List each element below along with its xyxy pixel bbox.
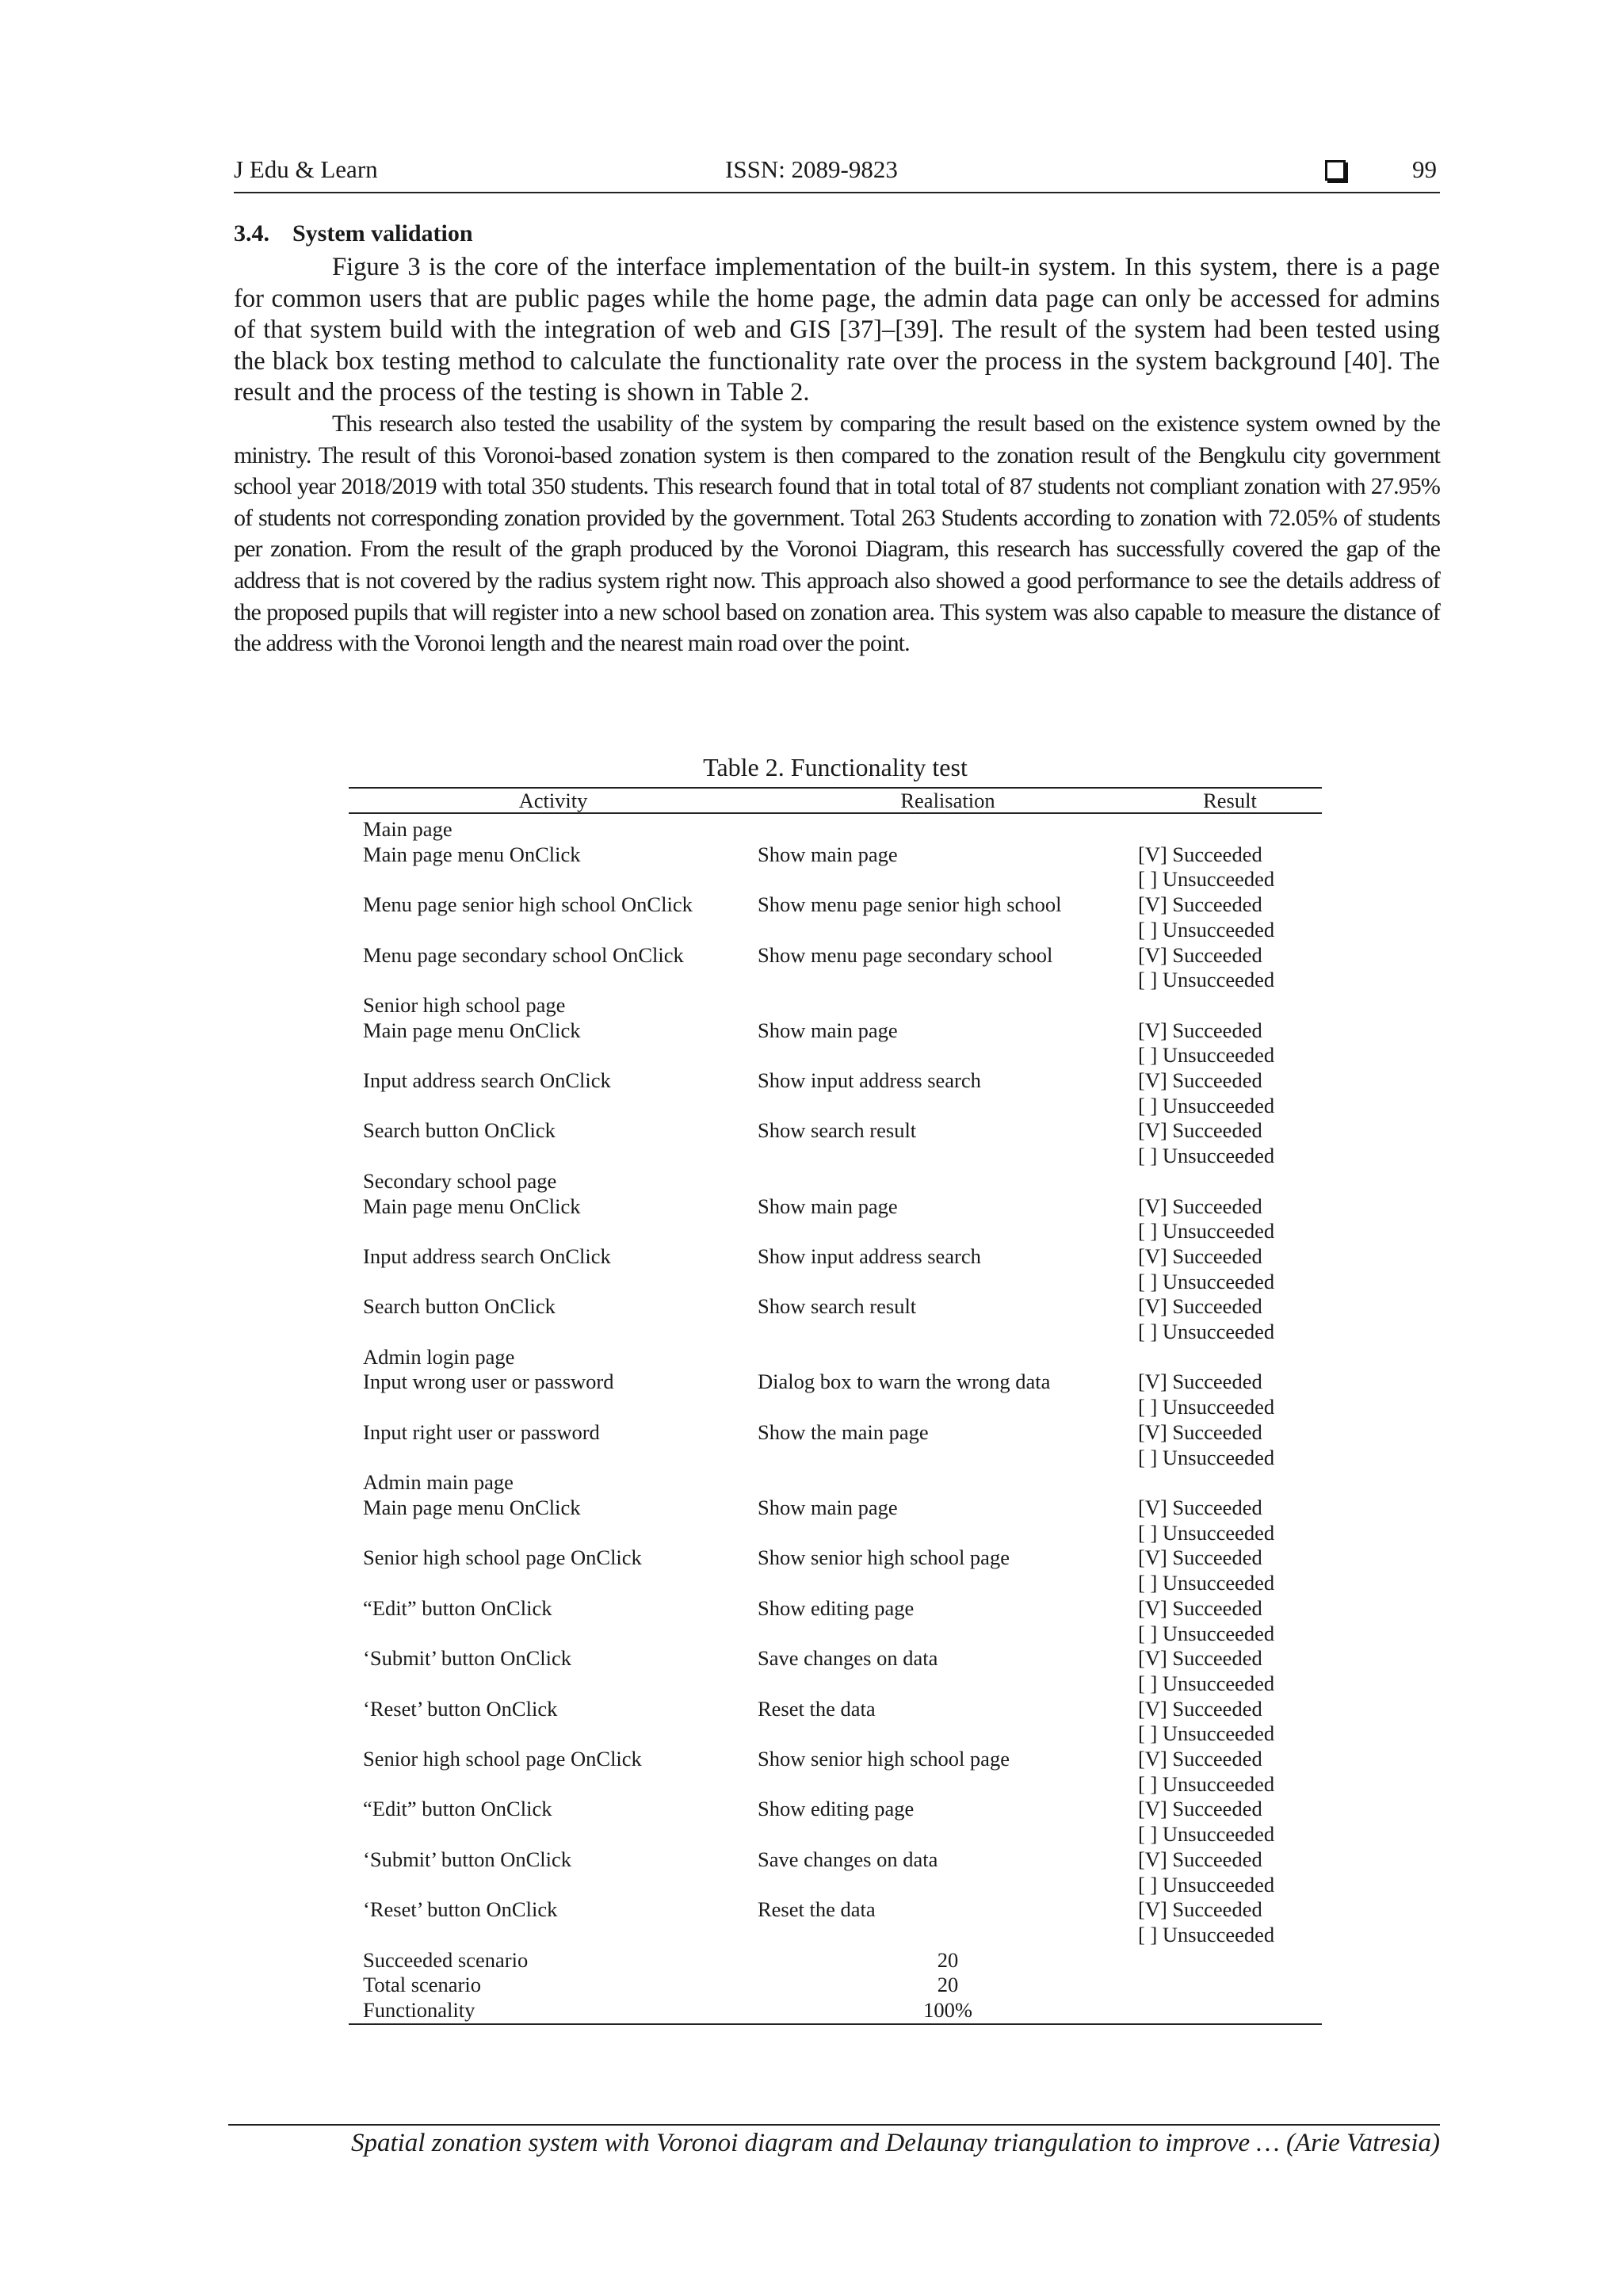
result-succeeded: [V] Succeeded (1138, 842, 1262, 866)
table-row (349, 1797, 1322, 1847)
result-unsucceeded: [ ] Unsucceeded (1138, 1093, 1275, 1117)
result-unsucceeded: [ ] Unsucceeded (1138, 1721, 1275, 1746)
section-number: 3.4. (234, 220, 269, 246)
activity-cell: Main page menu OnClick (363, 1495, 581, 1519)
table-row (349, 1420, 1322, 1470)
result-unsucceeded: [ ] Unsucceeded (1138, 1872, 1275, 1897)
result-unsucceeded: [ ] Unsucceeded (1138, 1219, 1275, 1244)
result-unsucceeded: [ ] Unsucceeded (1138, 1771, 1275, 1796)
table-row (349, 1370, 1322, 1419)
realisation-cell: Reset the data (758, 1696, 876, 1721)
result-succeeded: [V] Succeeded (1138, 1294, 1262, 1319)
result-succeeded: [V] Succeeded (1138, 1797, 1262, 1821)
result-succeeded: [V] Succeeded (1138, 1897, 1262, 1922)
result-unsucceeded: [ ] Unsucceeded (1138, 1671, 1275, 1695)
result-cell (1138, 1697, 1322, 1747)
table-row (349, 1068, 1322, 1118)
table-row (349, 892, 1322, 942)
table-header-row (349, 788, 1322, 813)
summary-value: 20 (937, 1973, 959, 1997)
summary-empty-cell (1138, 1998, 1322, 2024)
section-heading (234, 220, 473, 247)
activity-cell: “Edit” button OnClick (363, 1797, 552, 1821)
activity-cell: Menu page senior high school OnClick (363, 892, 693, 917)
realisation-cell: Save changes on data (758, 1646, 938, 1671)
journal-name: J Edu & Learn (234, 155, 378, 183)
activity-cell: Senior high school page OnClick (363, 1747, 642, 1771)
group-title: Main page (363, 817, 453, 841)
result-cell (1138, 1897, 1322, 1947)
activity-cell: ‘Submit’ button OnClick (363, 1847, 572, 1871)
activity-cell: ‘Reset’ button OnClick (363, 1696, 558, 1721)
activity-cell: “Edit” button OnClick (363, 1595, 552, 1620)
result-unsucceeded: [ ] Unsucceeded (1138, 1445, 1275, 1469)
table-row (349, 1018, 1322, 1068)
result-cell (1138, 1370, 1322, 1419)
realisation-cell: Show senior high school page (758, 1545, 1010, 1570)
result-succeeded: [V] Succeeded (1138, 1018, 1262, 1042)
result-unsucceeded: [ ] Unsucceeded (1138, 1621, 1275, 1645)
realisation-cell: Show editing page (758, 1595, 915, 1620)
activity-cell: Input wrong user or password (363, 1370, 614, 1394)
result-succeeded: [V] Succeeded (1138, 1068, 1262, 1093)
result-cell (1138, 892, 1322, 942)
result-unsucceeded: [ ] Unsucceeded (1138, 1520, 1275, 1545)
result-unsucceeded: [ ] Unsucceeded (1138, 1571, 1275, 1595)
result-cell (1138, 1420, 1322, 1470)
activity-cell: Menu page secondary school OnClick (363, 942, 684, 967)
table-row (349, 1496, 1322, 1545)
result-cell (1138, 1068, 1322, 1118)
running-footer: Spatial zonation system with Voronoi diagram and Delaunay triangulation to improve … (Arie Vatresia) (350, 2129, 1440, 2157)
result-unsucceeded: [ ] Unsucceeded (1138, 917, 1275, 942)
result-succeeded: [V] Succeeded (1138, 892, 1262, 917)
realisation-cell: Show search result (758, 1118, 917, 1143)
activity-cell: Main page menu OnClick (363, 842, 581, 866)
result-cell (1138, 1646, 1322, 1696)
activity-cell: Search button OnClick (363, 1294, 556, 1319)
table-row (349, 1596, 1322, 1646)
column-header-result: Result (1138, 788, 1322, 813)
realisation-cell: Reset the data (758, 1897, 876, 1922)
functionality-table (349, 787, 1322, 2025)
activity-cell: Input address search OnClick (363, 1244, 611, 1268)
group-title: Secondary school page (363, 1168, 557, 1193)
result-succeeded: [V] Succeeded (1138, 1646, 1262, 1671)
realisation-cell: Show search result (758, 1294, 917, 1319)
result-unsucceeded: [ ] Unsucceeded (1138, 1269, 1275, 1293)
table-row (349, 1847, 1322, 1897)
summary-empty-cell (1138, 1973, 1322, 1998)
group-title: Admin login page (363, 1344, 515, 1369)
square-bullet-icon (1325, 160, 1346, 181)
result-cell (1138, 1797, 1322, 1847)
page-number: 99 (1412, 155, 1437, 183)
result-unsucceeded: [ ] Unsucceeded (1138, 1320, 1275, 1344)
result-cell (1138, 1496, 1322, 1545)
summary-empty-cell (1138, 1948, 1322, 1973)
paragraph-2: This research also tested the usability of the system by comparing the result based on the existence system owned by the ministry. The result of this Voronoi-based zonation system is then compared to the zonation result of the Bengkulu city government school year 2018/2019 with total 350 students. This research found that in total total of 87 students not compliant zonation with 27.95% of students not corresponding zonation provided by the government. Total 263 Students according to zonation with 72.05% of students per zonation. From the result of the graph produced by the Voronoi Diagram, this research has successfully covered the gap of the address that is not covered by the radius system right now. This approach also showed a good performance to see the details address of the proposed pupils that will register into a new school based on zonation area. This system was also capable to measure the distance of the address with the Voronoi length and the nearest main road over the point. (234, 411, 1440, 657)
table-row (349, 1118, 1322, 1168)
result-cell (1138, 1545, 1322, 1595)
realisation-cell: Show main page (758, 1194, 898, 1218)
table-row (349, 1697, 1322, 1747)
group-title: Senior high school page (363, 992, 566, 1017)
table-group-row (349, 813, 1322, 842)
result-unsucceeded: [ ] Unsucceeded (1138, 1144, 1275, 1168)
result-succeeded: [V] Succeeded (1138, 1118, 1262, 1143)
realisation-cell: Show input address search (758, 1244, 981, 1268)
activity-cell: Search button OnClick (363, 1118, 556, 1143)
table-row (349, 1294, 1322, 1344)
table-row (349, 1897, 1322, 1947)
result-cell (1138, 1244, 1322, 1294)
summary-value: 100% (758, 1998, 1138, 2024)
table-row (349, 1244, 1322, 1294)
result-cell (1138, 943, 1322, 993)
result-succeeded: [V] Succeeded (1138, 1194, 1262, 1218)
result-cell (1138, 1294, 1322, 1344)
realisation-cell: Show the main page (758, 1419, 929, 1444)
table-caption: Table 2. Functionality test (703, 753, 968, 781)
summary-row (349, 1998, 1322, 2024)
result-succeeded: [V] Succeeded (1138, 1696, 1262, 1721)
activity-cell: Main page menu OnClick (363, 1018, 581, 1042)
result-unsucceeded: [ ] Unsucceeded (1138, 1043, 1275, 1068)
result-cell (1138, 1747, 1322, 1797)
result-unsucceeded: [ ] Unsucceeded (1138, 1922, 1275, 1946)
table-row (349, 1747, 1322, 1797)
summary-label: Total scenario (363, 1973, 481, 1997)
result-succeeded: [V] Succeeded (1138, 1545, 1262, 1570)
activity-cell: ‘Reset’ button OnClick (363, 1897, 558, 1922)
result-unsucceeded: [ ] Unsucceeded (1138, 1822, 1275, 1847)
realisation-cell: Show menu page secondary school (758, 942, 1053, 967)
result-cell (1138, 1018, 1322, 1068)
realisation-cell: Show editing page (758, 1797, 915, 1821)
realisation-cell: Save changes on data (758, 1847, 938, 1871)
table-row (349, 1545, 1322, 1595)
realisation-cell: Show main page (758, 842, 898, 866)
summary-value: 20 (937, 1947, 959, 1972)
summary-label: Succeeded scenario (363, 1947, 529, 1972)
result-unsucceeded: [ ] Unsucceeded (1138, 867, 1275, 892)
result-succeeded: [V] Succeeded (1138, 1847, 1262, 1871)
realisation-cell: Show senior high school page (758, 1747, 1010, 1771)
summary-label: Functionality (349, 1998, 758, 2024)
realisation-cell: Show input address search (758, 1068, 981, 1093)
activity-cell: Input right user or password (363, 1419, 600, 1444)
table-row (349, 1646, 1322, 1696)
column-header-activity: Activity (349, 788, 758, 813)
realisation-cell: Dialog box to warn the wrong data (758, 1370, 1051, 1394)
paragraph-1: Figure 3 is the core of the interface implementation of the built-in system. In this system, there is a page for common users that are public pages while the home page, the admin data page can only be accessed for admins of that system build with the integration of web and GIS [37]–[39]. The result of the system had been tested using the black box testing method to calculate the functionality rate over the process in the system background [40]. The result and the process of the testing is shown in Table 2. (234, 253, 1440, 407)
issn: ISSN: 2089-9823 (725, 155, 898, 183)
realisation-cell: Show menu page senior high school (758, 892, 1062, 917)
realisation-cell: Show main page (758, 1018, 898, 1042)
table-group-row (349, 1345, 1322, 1370)
result-cell (1138, 1596, 1322, 1646)
table-row (349, 842, 1322, 892)
table-row (349, 1194, 1322, 1244)
result-succeeded: [V] Succeeded (1138, 1244, 1262, 1268)
running-header (234, 155, 1440, 193)
section-title: System validation (292, 220, 473, 246)
result-unsucceeded: [ ] Unsucceeded (1138, 1395, 1275, 1419)
result-cell (1138, 1847, 1322, 1897)
result-cell (1138, 1194, 1322, 1244)
result-cell (1138, 1118, 1322, 1168)
result-cell (1138, 842, 1322, 892)
result-succeeded: [V] Succeeded (1138, 1419, 1262, 1444)
activity-cell: ‘Submit’ button OnClick (363, 1646, 572, 1671)
result-succeeded: [V] Succeeded (1138, 1495, 1262, 1519)
realisation-cell: Show main page (758, 1495, 898, 1519)
summary-row (349, 1948, 1322, 1973)
result-succeeded: [V] Succeeded (1138, 1595, 1262, 1620)
activity-cell: Main page menu OnClick (363, 1194, 581, 1218)
group-title: Admin main page (363, 1470, 514, 1495)
activity-cell: Input address search OnClick (363, 1068, 611, 1093)
column-header-realisation: Realisation (758, 788, 1138, 813)
result-succeeded: [V] Succeeded (1138, 1370, 1262, 1394)
table-row (349, 943, 1322, 993)
summary-row (349, 1973, 1322, 1998)
table-group-row (349, 993, 1322, 1018)
result-succeeded: [V] Succeeded (1138, 942, 1262, 967)
result-unsucceeded: [ ] Unsucceeded (1138, 968, 1275, 992)
footer-rule (228, 2124, 1440, 2126)
result-succeeded: [V] Succeeded (1138, 1747, 1262, 1771)
activity-cell: Senior high school page OnClick (363, 1545, 642, 1570)
table-group-row (349, 1470, 1322, 1496)
table-group-row (349, 1169, 1322, 1194)
table-body (349, 813, 1322, 2024)
